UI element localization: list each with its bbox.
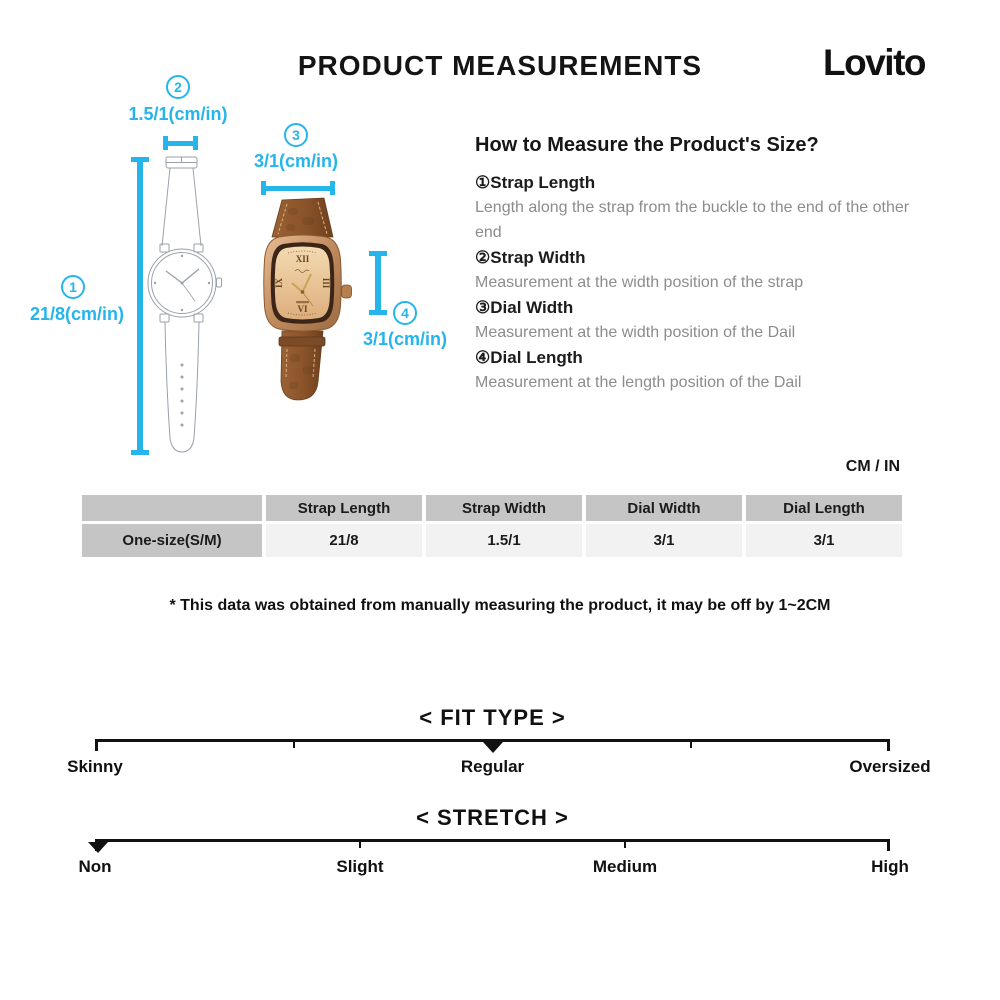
column-header-dial-width: Dial Width (586, 495, 742, 521)
circled-number-3: 3 (284, 123, 308, 147)
dial-width-value: 3/1(cm/in) (253, 151, 339, 171)
item-number: ① (475, 173, 491, 192)
stretch-track (95, 839, 890, 853)
stretch-label-non: Non (78, 857, 112, 876)
how-to-item (475, 170, 927, 245)
item-number: ③ (475, 298, 491, 317)
watch-photo (246, 196, 358, 408)
numeral-iii: III (321, 277, 331, 289)
stretch-title: < STRETCH > (416, 805, 569, 830)
table-corner-cell (82, 495, 262, 521)
circled-number-2: 2 (166, 75, 190, 99)
item-title: Strap Length (490, 173, 596, 192)
item-title: Dial Length (490, 348, 583, 367)
fit-label-oversized: Oversized (849, 757, 931, 776)
strap-width-bracket (163, 136, 198, 150)
value-strap-width: 1.5/1 (426, 524, 582, 557)
item-desc: Measurement at the length position of the Dail (475, 374, 802, 391)
how-to-item (475, 345, 927, 395)
dial-width-bracket (261, 181, 335, 195)
circled-number-1: 1 (61, 275, 85, 299)
scale-tick (359, 839, 361, 848)
circled-number-4: 4 (393, 301, 417, 325)
item-title: Dial Width (490, 298, 574, 317)
item-number: ② (475, 248, 491, 267)
scale-tick (293, 739, 295, 748)
how-to-heading: How to Measure the Product's Size? (475, 134, 819, 156)
stretch-label-high: High (871, 857, 909, 876)
units-label: CM / IN (845, 458, 900, 475)
stretch-scale (78, 805, 909, 879)
page-title: PRODUCT MEASUREMENTS (297, 50, 703, 81)
strap-length-value: 21/8(cm/in) (29, 304, 125, 324)
value-dial-length: 3/1 (746, 524, 902, 557)
numeral-vi: VI (297, 304, 308, 314)
scale-end-cap (887, 739, 890, 751)
brand-logo: Lovito (823, 42, 925, 83)
column-header-strap-length: Strap Length (266, 495, 422, 521)
scale-end-cap (887, 839, 890, 851)
dial-length-value: 3/1(cm/in) (362, 329, 448, 349)
fit-type-title: < FIT TYPE > (419, 705, 566, 730)
dial-length-bracket (369, 251, 387, 315)
item-title: Strap Width (490, 248, 586, 267)
column-header-dial-length: Dial Length (746, 495, 902, 521)
fit-type-pointer-icon (483, 742, 503, 753)
fit-type-scale (67, 705, 931, 779)
scale-line (95, 839, 890, 842)
item-desc: Length along the strap from the buckle to the end of the other end (475, 199, 910, 241)
numeral-xii: XII (295, 254, 310, 264)
stretch-pointer-icon (88, 842, 108, 853)
item-number: ④ (475, 348, 491, 367)
measurement-disclaimer: * This data was obtained from manually measuring the product, it may be off by 1~2CM (169, 597, 831, 614)
how-to-item (475, 295, 927, 345)
stretch-label-slight: Slight (336, 857, 384, 876)
strap-width-value: 1.5/1(cm/in) (128, 104, 228, 124)
how-to-measure-section (475, 134, 927, 395)
numeral-ix: IX (274, 277, 284, 289)
item-desc: Measurement at the width position of the strap (475, 274, 804, 291)
how-to-item (475, 245, 927, 295)
stretch-label-medium: Medium (592, 857, 658, 876)
scale-tick (690, 739, 692, 748)
scale-tick (624, 839, 626, 848)
value-dial-width: 3/1 (586, 524, 742, 557)
column-header-strap-width: Strap Width (426, 495, 582, 521)
measurements-table (82, 495, 902, 557)
strap-length-bracket (131, 157, 149, 455)
value-strap-length: 21/8 (266, 524, 422, 557)
fit-label-regular: Regular (460, 757, 525, 776)
row-label-one-size: One-size(S/M) (82, 524, 262, 557)
item-desc: Measurement at the width position of the Dail (475, 324, 796, 341)
fit-type-track (95, 739, 890, 753)
scale-end-cap (95, 739, 98, 751)
fit-label-skinny: Skinny (67, 757, 123, 776)
